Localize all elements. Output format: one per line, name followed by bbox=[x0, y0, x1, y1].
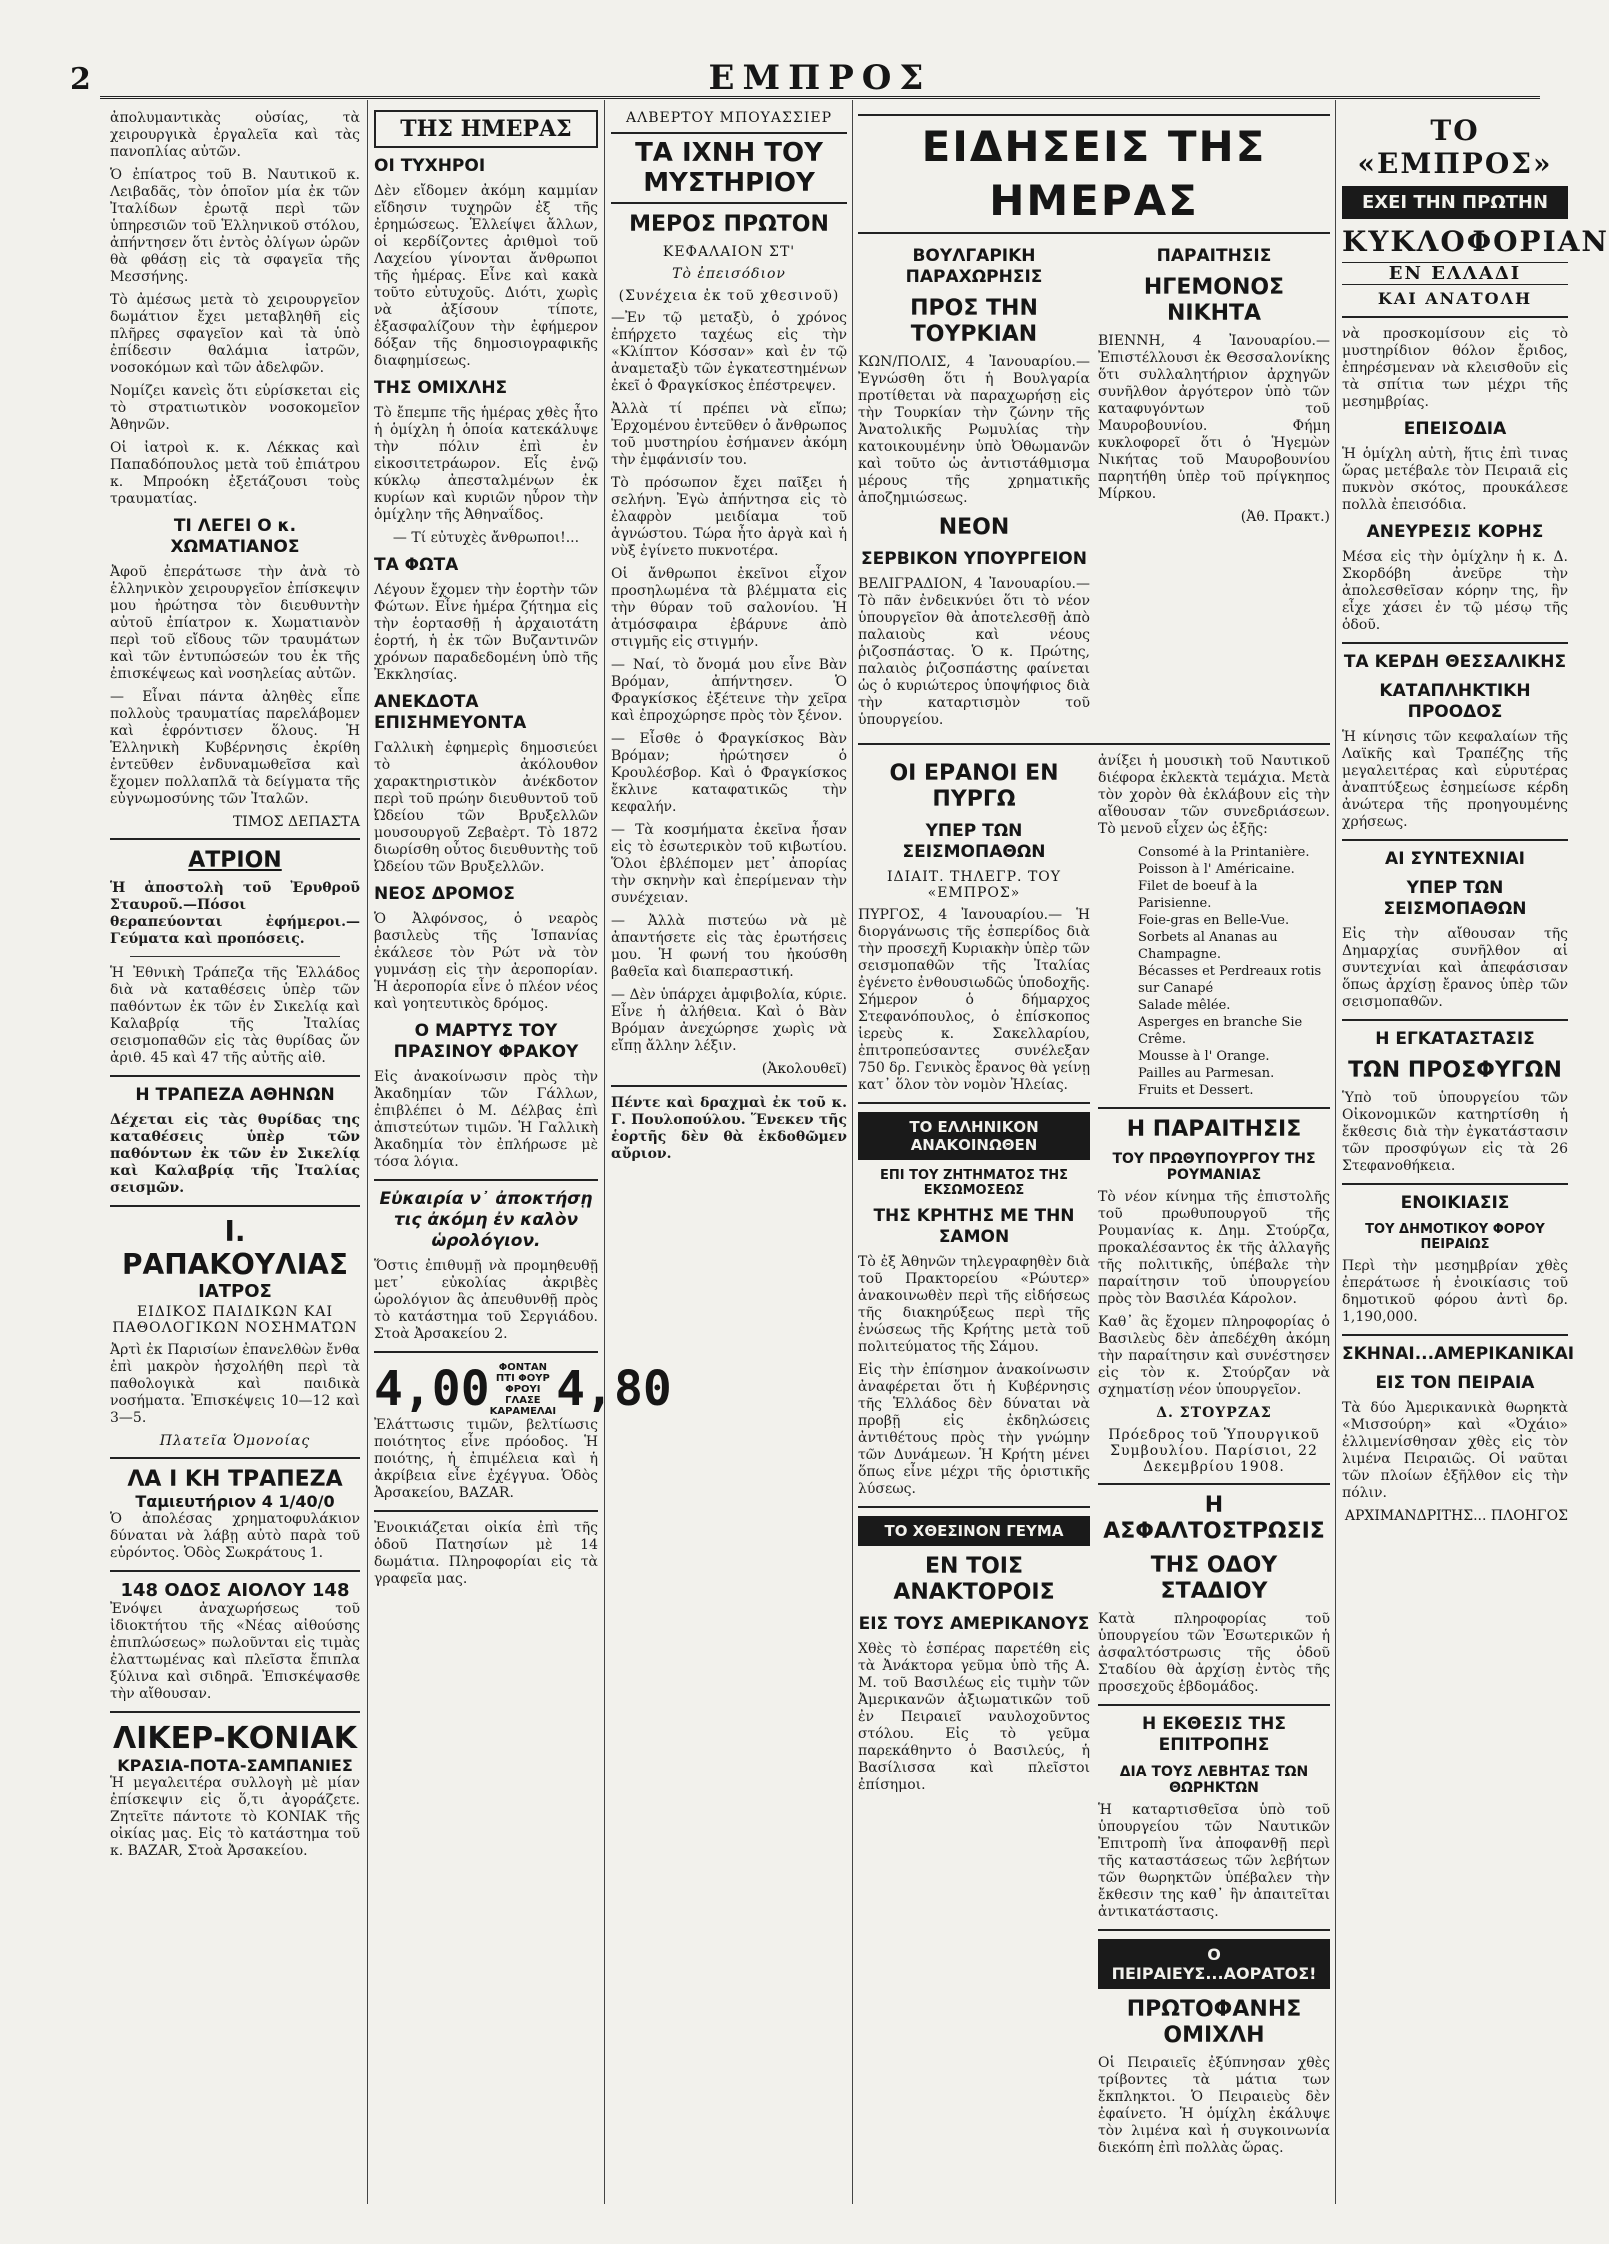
article-signature: Δ. ΣΤΟΥΡΖΑΣ bbox=[1156, 1405, 1272, 1421]
article-headline: ΕΙΣ ΤΟΥΣ ΑΜΕΡΙΚΑΝΟΥΣ bbox=[858, 1614, 1090, 1634]
doctor-ad-name: Ι. ΡΑΠΑΚΟΥΛΙΑΣ bbox=[122, 1215, 348, 1281]
news-column-right bbox=[1098, 238, 1330, 735]
article-paragraph: ΒΕΛΙΓΡΑΔΙΟΝ, 4 Ἰανουαρίου.— Τὸ πᾶν ἐνδεικνύει ὅτι τὸ νέον ὑπουργεῖον θὰ ἀποτελεσθῇ ἀπὸ παλαιοὺς καὶ νέους ῥιζοσπάστας. Ὁ κ. Πρώτης, παλαιὸς ῥιζοσπάστης φαίνεται ὡς ὁ κυριώτερος ὑποψήφιος διὰ τὴν καταρτισμὸν τοῦ ὑπουργείου. bbox=[858, 576, 1090, 728]
serial-subtitle: Τὸ ἐπεισόδιον bbox=[672, 266, 786, 282]
sweets-ad-items: ΦΟΝΤΑΝ ΠΤΙ ΦΟΥΡ ΦΡΟΥΙ ΓΛΑΣΕ ΚΑΡΑΜΕΛΑΙ bbox=[489, 1361, 557, 1417]
article-paragraph: Μέσα εἰς τὴν ὁμίχλην ἡ κ. Δ. Σκορδόβη ἀνεῦρε τὴν ἀπολεσθεῖσαν κόρην της, ἣν εἶχε χάσει ἐν τῷ μέσῳ τῆς ὁδοῦ. bbox=[1342, 549, 1568, 633]
article-quote: — Τί εὐτυχὲς ἄνθρωποι!... bbox=[392, 530, 580, 546]
ad-title: Η ΤΡΑΠΕΖΑ ΑΘΗΝΩΝ bbox=[135, 1085, 335, 1105]
article-headline: ΤΟ ΕΛΛΗΝΙΚΟΝ ΑΝΑΚΟΙΝΩΘΕΝ bbox=[858, 1112, 1090, 1160]
article-paragraph: Κατὰ πληροφορίας τοῦ ὑπουργείου τῶν Ἐσωτερικῶν ἡ ἀσφαλτόστρωσις τῆς ὁδοῦ Σταδίου θὰ ἀρχίσῃ ἐντὸς τῆς προσεχοῦς ἑβδομάδος. bbox=[1098, 1611, 1330, 1695]
liquor-ad-sub: ΚΡΑΣΙΑ-ΠΟΤΑ-ΣΑΜΠΑΝΙΕΣ bbox=[117, 1756, 353, 1775]
article-headline: Ο ΠΕΙΡΑΙΕΥΣ...ΑΟΡΑΤΟΣ! bbox=[1098, 1939, 1330, 1989]
article-paragraph: Ἡ καταρτισθεῖσα ὑπὸ τοῦ ὑπουργείου τῶν Ναυτικῶν Ἐπιτροπὴ ἵνα ἀποφανθῇ περὶ τῆς καταστάσεως τῶν λεβήτων τῶν θωρηκτῶν ὑπέβαλεν τὴν ἔκθεσιν της καθ᾽ ἣν ἀπαιτεῖται ἀντικατάστασις. bbox=[1098, 1802, 1330, 1920]
article-headline: ΔΙΑ ΤΟΥΣ ΛΕΒΗΤΑΣ ΤΩΝ ΘΩΡΗΚΤΩΝ bbox=[1119, 1764, 1309, 1796]
article-headline: ΣΚΗΝΑΙ...ΑΜΕΡΙΚΑΝΙΚΑΙ bbox=[1342, 1344, 1575, 1364]
serial-title: ΤΑ ΙΧΝΗ ΤΟΥ ΜΥΣΤΗΡΙΟΥ bbox=[611, 132, 847, 204]
article-headline: ΤΑ ΚΕΡΔΗ ΘΕΣΣΑΛΙΚΗΣ bbox=[1343, 652, 1567, 672]
newspaper-title: ΕΜΠΡΟΣ bbox=[708, 58, 932, 98]
ad-text: Ἡ ἀποστολὴ τοῦ Ἐρυθροῦ Σταυροῦ.—Πόσοι θεραπεύονται ἐφήμεροι.—Γεύματα καὶ προπόσεις. bbox=[110, 880, 360, 947]
divider bbox=[858, 743, 1330, 745]
divider bbox=[110, 1457, 360, 1459]
price-left: 4,00 bbox=[374, 1361, 490, 1417]
menu-item: Foie-gras en Belle-Vue. bbox=[1138, 913, 1290, 928]
sweets-ad bbox=[374, 1361, 672, 1417]
article-paragraph: Ὁ Ἀλφόνσος, ὁ νεαρὸς βασιλεὺς τῆς Ἱσπανίας ἐκάλεσε τὸν Ρώτ νὰ τὸν γυμνάσῃ εἰς τὴν ἀεροπορίαν. Ἡ ἀεροπορία εἶνε ὁ πλέον νέος καὶ γοητευτικὸς δρόμος. bbox=[374, 911, 598, 1012]
promo-line: ΚΥΚΛΟΦΟΡΙΑΝ bbox=[1342, 225, 1609, 258]
divider bbox=[374, 1351, 598, 1353]
ad-text: Δέχεται εἰς τὰς θυρίδας της καταθέσεις ὑπὲρ τῶν παθόντων ἐκ τῶν ἐν Σικελίᾳ καὶ Καλαβρίᾳ τῆς Ἰταλίας σεισμῶν. bbox=[110, 1112, 360, 1196]
article-paragraph: Τὸ ἀμέσως μετὰ τὸ χειρουργεῖον δωμάτιον ἔχει μεταβληθῆ εἰς πλῆρες σφαγεῖον καὶ τὰ ὑπὸ ἐπίδεσιν θαλάμια ἰατρῶν, νοσοκόμων καὶ τῶν ἀδελφῶν. bbox=[110, 292, 360, 376]
article-headline: ΒΟΥΛΓΑΡΙΚΗ ΠΑΡΑΧΩΡΗΣΙΣ bbox=[905, 246, 1043, 287]
article-paragraph: Περὶ τὴν μεσημβρίαν χθὲς ἐπεράτωσε ἡ ἐνοικίασις τοῦ δημοτικοῦ φόρου ἀντὶ δρ. 1,190,000. bbox=[1342, 1258, 1568, 1325]
article-headline: ΕΠΕΙΣΟΔΙΑ bbox=[1403, 419, 1507, 439]
news-section bbox=[858, 110, 1330, 2244]
ad-text: Ἡ Ἐθνικὴ Τράπεζα τῆς Ἑλλάδος διὰ νὰ καταθέσεις ὑπὲρ τῶν παθόντων ἐκ τῶν ἐν Σικελίᾳ καὶ Καλαβρίᾳ τῆς Ἰταλίας σεισμοπαθῶν εἰς τὰς θυρίδας ὤν ἀριθ. 45 καὶ 47 τῆς αὐτῆς αἰθ. bbox=[110, 965, 360, 1066]
article-signature: ΑΡΧΙΜΑΝΔΡΙΤΗΣ... ΠΛΟΗΓΟΣ bbox=[1344, 1508, 1568, 1524]
article-headline: ΠΑΡΑΙΤΗΣΙΣ bbox=[1156, 246, 1272, 266]
column-2 bbox=[374, 110, 672, 2244]
article-signature: ΤΙΜΟΣ ΔΕΠΑΣΤΑ bbox=[232, 814, 360, 830]
serial-paragraph: Τὸ πρόσωπον ἔχει παῖξει ἡ σελήνη. Ἐγὼ ἀπήντησα εἰς τὸ ἐλαφρὸν μειδίαμα τοῦ ἀγνώστου. Τώρα ἦτο ἀργὰ καὶ ἡ νὺξ ἐγίνετο πυκνοτέρα. bbox=[611, 475, 847, 559]
divider bbox=[1342, 1334, 1568, 1336]
article-paragraph: ΚΩΝ/ΠΟΛΙΣ, 4 Ἰανουαρίου.— Ἐγνώσθη ὅτι ἡ Βουλγαρία προτίθεται νὰ παραχωρήσῃ εἰς τὴν Τουρκίαν τὴν ζώνην τῆς Ἀνατολικῆς Ρωμυλίας τὴν κατοικουμένην ὑπὸ Ὀθωμανῶν καὶ τοῦτο ὡς ἀντιστάθμισμα μέρους τῆς χρηματικῆς ἀποζημιώσεως. bbox=[858, 354, 1090, 506]
article-paragraph: Εἰς ἀνακοίνωσιν πρὸς τὴν Ἀκαδημίαν τῶν Γάλλων, ἐπιβλέπει ὁ Μ. Δέλβας ἐπὶ ἀπιστεύτων τιμῶν. Ἡ Γαλλικὴ Ἀκαδημία τὸν ἐπλήρωσε μὲ τόσα λόγια. bbox=[374, 1069, 598, 1170]
article-headline: ΟΙ ΤΥΧΗΡΟΙ bbox=[374, 156, 486, 176]
divider bbox=[1098, 1483, 1330, 1485]
article-headline: ΟΙ ΕΡΑΝΟΙ ΕΝ ΠΥΡΓΩ bbox=[889, 761, 1059, 812]
divider bbox=[1098, 1704, 1330, 1706]
article-paragraph: Οἱ ἰατροὶ κ. κ. Λέκκας καὶ Παπαδόπουλος μετὰ τοῦ ἐπιάτρου κ. Μπροόκη ἐξετάζουσι τοὺς τραυματίας. bbox=[110, 440, 360, 507]
doctor-ad-address: Πλατεῖα Ὁμονοίας bbox=[159, 1433, 311, 1449]
article-paragraph: Τὸ ἔπεμπε τῆς ἡμέρας χθὲς ἦτο ἡ ὁμίχλη ἡ ὁποία κατεκάλυψε τὴν πόλιν ἐπὶ ἐν εἰκοσιτετράωρον. Εἷς ἐνῷ κύκλῳ ἀπεσταλμένων ἐκ κυρίων καὶ κυριῶν ηὗρον τὴν ὁμίχλην τῆς Ἀθηναΐδος. bbox=[374, 405, 598, 523]
article-headline: Η ΕΓΚΑΤΑΣΤΑΣΙΣ bbox=[1375, 1029, 1535, 1049]
article-paragraph: ΒΙΕΝΝΗ, 4 Ἰανουαρίου.—Ἐπιστέλλουσι ἐκ Θεσσαλονίκης ὅτι συλλαλητήριον ἀρχηγῶν συνῆλθον ἀργότερον ὑπὸ τῶν καταφυγόντων τοῦ Μαυροβουνίου. Φήμη κυκλοφορεῖ ὅτι ὁ Ἡγεμὼν Νικήτας τοῦ Μαυροβουνίου παρητήθη ὑπὲρ τοῦ πρίγκηπος Μίρκου. bbox=[1098, 333, 1330, 502]
menu-item: Filet de boeuf à la Parisienne. bbox=[1138, 879, 1258, 911]
bank-ad-text: Ὁ ἀπολέσας χρηματοφυλάκιον δύναται νὰ λάβῃ αὐτὸ παρὰ τοῦ εὑρόντος. Ὁδὸς Σωκράτους 1. bbox=[110, 1511, 360, 1561]
article-paragraph: Χθὲς τὸ ἑσπέρας παρετέθη εἰς τὰ Ἀνάκτορα γεῦμα ὑπὸ τῆς Α. Μ. τοῦ Βασιλέως εἰς τιμὴν τῶν Ἀμερικανῶν ἀξιωματικῶν τοῦ ἐν Πειραιεῖ ναυλοχοῦντος στόλου. Εἰς τὸ γεῦμα παρεκάθηντο ὁ Βασιλεύς, ἡ Βασίλισσα καὶ πλεῖστοι ἐπίσημοι. bbox=[858, 1641, 1090, 1793]
column-rule bbox=[367, 100, 368, 2204]
section-title: ΤΗΣ ΗΜΕΡΑΣ bbox=[374, 110, 598, 148]
divider bbox=[1098, 1107, 1330, 1109]
menu-item: Fruits et Dessert. bbox=[1138, 1083, 1254, 1098]
article-headline: ΑΝΕΚΔΟΤΑ ΕΠΙΣΗΜΕΥΟΝΤΑ bbox=[374, 692, 527, 733]
promo-line: ΕΝ ΕΛΛΑΔΙ bbox=[1342, 262, 1568, 285]
divider bbox=[858, 1102, 1090, 1104]
divider bbox=[1342, 839, 1568, 841]
article-headline: ΥΠΕΡ ΤΩΝ ΣΕΙΣΜΟΠΑΘΩΝ bbox=[1383, 878, 1527, 919]
column-3-serial bbox=[611, 110, 847, 2244]
article-paragraph: ΠΥΡΓΟΣ, 4 Ἰανουαρίου.— Ἡ διοργάνωσις τῆς ἑσπερίδος διὰ τὴν προσεχῆ Κυριακὴν ὑπὲρ τῶν σεισμοπαθῶν τῆς Ἰταλίας ἐγένετο ἐνθουσιωδῶς ὑποδοχῆς. Σήμερον ὁ δήμαρχος Στεφανόπουλος, ὁ ἐπίσκοπος ἱερεὺς κ. Σακελλαρίου, ἐπιτροπεύσαντες συνέλεξαν 750 δρ. Γενικὸς ἔρανος θὰ γείνῃ κατ᾽ ὅλον τὸν νομὸν Ἠλείας. bbox=[858, 907, 1090, 1093]
article-headline: Ο ΜΑΡΤΥΣ ΤΟΥ ΠΡΑΣΙΝΟΥ ΦΡΑΚΟΥ bbox=[393, 1021, 579, 1062]
article-paragraph: Ὑπὸ τοῦ ὑπουργείου τῶν Οἰκονομικῶν κατηρτίσθη ἡ ἔκθεσις διὰ τὴν ἐγκατάστασιν τῶν προσφύγων εἰς τὰ 26 Στεφανοθήκεια. bbox=[1342, 1090, 1568, 1174]
column-rule bbox=[604, 100, 605, 2204]
article-headline: ΤΗΣ ΚΡΗΤΗΣ ΜΕ ΤΗΝ ΣΑΜΟΝ bbox=[873, 1206, 1075, 1247]
article-source: (Ἀθ. Πρακτ.) bbox=[1240, 509, 1330, 525]
article-headline: ΤΗΣ ΟΜΙΧΛΗΣ bbox=[374, 378, 508, 398]
divider bbox=[1342, 1019, 1568, 1021]
article-headline: ΤΟΥ ΔΗΜΟΤΙΚΟΥ ΦΟΡΟΥ ΠΕΙΡΑΙΩΣ bbox=[1365, 1222, 1545, 1252]
masthead bbox=[100, 58, 1540, 99]
serial-author: ΑΛΒΕΡΤΟΥ ΜΠΟΥΑΣΣΙΕΡ bbox=[626, 110, 832, 126]
article-paragraph: Τὰ δύο Ἀμερικανικὰ θωρηκτὰ «Μισσούρη» καὶ «Ὀχάιο» ἐλλιμενίσθησαν χθὲς εἰς τὸν λιμένα Πειραιῶς. Οἱ ναῦται τῶν πλοίων ἐξῆλθον εἰς τὴν πόλιν. bbox=[1342, 1400, 1568, 1501]
article-headline: ΤΙ ΛΕΓΕΙ Ο κ. ΧΩΜΑΤΙΑΝΟΣ bbox=[170, 516, 300, 557]
liquor-ad-text: Ἡ μεγαλειτέρα συλλογὴ μὲ μίαν ἐπίσκεψιν εἰς ὅ,τι ἀγοράζετε. Ζητεῖτε πάντοτε τὸ ΚΟΝΙΑΚ τῆς οἰκίας μας. Εἰς τὸ κατάστημα τοῦ κ. BAZAR, Στοὰ Ἀρσακείου. bbox=[110, 1775, 360, 1859]
serial-paragraph: — Δὲν ὑπάρχει ἀμφιβολία, κύριε. Εἶνε ἡ ἀλήθεια. Καὶ ὁ Βὰν Βρόμαν ἀνεχώρησε χωρὶς νὰ εἴπῃ ἄλλην λέξιν. bbox=[611, 987, 847, 1054]
article-paragraph: ἀνίξει ἡ μουσικὴ τοῦ Ναυτικοῦ διέφορα ἑκλεκτὰ τεμάχια. Μετὰ τὸν χορὸν θὰ ἐκλάβουν εἰς τὴν αἴθουσαν τῶν συνεδριάσεων. Τὸ μενοῦ εἶχεν ὡς ἑξῆς: bbox=[1098, 753, 1330, 837]
doctor-ad-text: Ἀρτὶ ἐκ Παρισίων ἐπανελθὼν ἔνθα ἐπὶ μακρὸν ἠσχολήθη περὶ τὰ παθολογικὰ καὶ παιδικὰ νοσήματα. Ἐπισκέψεις 10—12 καὶ 3—5. bbox=[110, 1342, 360, 1426]
article-paragraph: Λέγουν ἔχομεν τὴν ἑορτὴν τῶν Φώτων. Εἶνε ἡμέρα ζήτημα εἰς τὴν ἑορτασθῇ ἡ ἀρχαιοτάτη ἑορτή, ἡ ἐκ τῶν Βυζαντινῶν χρόνων παραδεδομένη ὑπὸ τῆς Ἐκκλησίας. bbox=[374, 582, 598, 683]
menu-item: Asperges en branche Sie Crême. bbox=[1138, 1015, 1303, 1047]
article-paragraph: Τὸ νέον κίνημα τῆς ἐπιστολῆς τοῦ πρωθυπουργοῦ τῆς Ρουμανίας κ. Δημ. Στούρζα, προκαλέσαντος ἐκ τῆς ἀλλαγῆς τῆς πολιτικῆς, ὑπέβαλε τὴν παραίτησιν τοῦ ὑπουργείου πρὸς τὸν Βασιλέα Κάρολον. bbox=[1098, 1189, 1330, 1307]
sweets-ad-text: Ἐλάττωσις τιμῶν, βελτίωσις ποιότητος εἶνε πρόοδος. Ἡ ποιότης, ἡ ἐπιμέλεια καὶ ἡ ἀκρίβεια εἶνε ἐχέγγυα. Ὁδὸς Ἀρσακείου, BAZAR. bbox=[374, 1417, 598, 1501]
bank-ad-title: ΛΑ Ι ΚΗ ΤΡΑΠΕΖΑ bbox=[127, 1467, 343, 1492]
article-headline: ΤΟΥ ΠΡΩΘΥΠΟΥΡΓΟΥ ΤΗΣ ΡΟΥΜΑΝΙΑΣ bbox=[1112, 1151, 1316, 1183]
menu-item: Pailles au Parmesan. bbox=[1138, 1066, 1275, 1081]
liquor-ad-title: ΛΙΚΕΡ-ΚΟΝΙΑΚ bbox=[112, 1721, 358, 1756]
doctor-ad-specialty: ΕΙΔΙΚΟΣ ΠΑΙΔΙΚΩΝ ΚΑΙ ΠΑΘΟΛΟΓΙΚΩΝ ΝΟΣΗΜΑΤΩΝ bbox=[112, 1304, 358, 1336]
article-headline: ΕΝΟΙΚΙΑΣΙΣ bbox=[1400, 1193, 1510, 1213]
article-paragraph: Δὲν εἴδομεν ἀκόμη καμμίαν εἴδησιν τυχηρῶν ἐξ τῆς ἐρημώσεως. Ἑλλείψει ἄλλων, οἱ κερδίζοντες ἀριθμοὶ τοῦ Λαχείου γίνονται ἄνθρωποι τῆς ἡμέρας. Εἶνε καὶ κακὰ τοῦτο εὐτυχοῦς. Διότι, χωρὶς νὰ ἀξίσουν τίποτε, ἐξασφαλίζουν τὴν ἐφήμερον δόξαν τῆς δημοσιογραφικῆς διαφημίσεως. bbox=[374, 183, 598, 369]
article-paragraph: Γαλλικὴ ἐφημερὶς δημοσιεύει τὸ ἀκόλουθον χαρακτηριστικὸν ἀνέκδοτον περὶ τοῦ πρώην διευθυντοῦ τοῦ Ὠδείου τῶν Βρυξελλῶν μουσουργοῦ Ζεβαὲρτ. Τὸ 1872 διωρίσθη οὗτος διευθυντὴς τοῦ Ὠδείου τῶν Βρυξελλῶν. bbox=[374, 740, 598, 875]
classified-text: Ἐνοικιάζεται οἰκία ἐπὶ τῆς ὁδοῦ Πατησίων μὲ 14 δωμάτια. Πληροφορίαι εἰς τὰ γραφεῖα μας. bbox=[374, 1520, 598, 1587]
serial-to-be-continued: (Ἀκολουθεῖ) bbox=[761, 1061, 847, 1077]
divider bbox=[611, 1085, 847, 1087]
ad-title: Εὐκαιρία ν᾽ ἀποκτήσῃ τις ἀκόμη ἐν καλὸν ὡρολόγιον. bbox=[379, 1189, 593, 1251]
article-paragraph: Ἀφοῦ ἐπεράτωσε τὴν ἀνὰ τὸ ἑλληνικὸν χειρουργεῖον ἐπίσκεψιν μου ἠρώτησα τὸν διευθυντὴν αὐτοῦ ἐπίατρον κ. Χωματιανὸν περὶ τοῦ εἴδους τῶν τραυμάτων καὶ τῶν ἐντυπώσεών του ἐκ τῆς ἐπισκέψεως καὶ νοσηλείας αὐτῶν. bbox=[110, 564, 360, 682]
article-paragraph: Ἡ ὁμίχλη αὐτὴ, ἥτις ἐπὶ τινας ὥρας μετέβαλε τὸν Πειραιᾶ εἰς πυκνὸν σκότος, προυκάλεσε πολλὰ ἐπεισόδια. bbox=[1342, 446, 1568, 513]
column-1 bbox=[110, 110, 360, 2244]
news-banner: ΕΙΔΗΣΕΙΣ ΤΗΣ ΗΜΕΡΑΣ bbox=[858, 114, 1330, 234]
article-paragraph: Ὁ ἐπίατρος τοῦ Β. Ναυτικοῦ κ. Λειβαδᾶς, τὸν ὁποῖον μία ἐκ τῶν Ἰταλίδων ἐρωτᾷ περὶ τῶν ὑπηρεσιῶν τοῦ Ἑλληνικοῦ στόλου, ἀπήντησεν ὅτι ἐντὸς ὀλίγων ὡρῶν θὰ φθάσῃ εἰς τὰ σφαγεῖα τῆς Μεσσήνης. bbox=[110, 167, 360, 285]
article-signature-detail: Πρόεδρος τοῦ Ὑπουργικοῦ Συμβουλίου. Παρίσιοι, 22 Δεκεμβρίου 1908. bbox=[1108, 1427, 1320, 1475]
news-column-left bbox=[858, 753, 1090, 2163]
serial-paragraph: —Ἐν τῷ μεταξὺ, ὁ χρόνος ἐπήρχετο ταχέως εἰς τὴν «Κλίπτον Κόσσαν» καὶ ἐν τῷ ἀναμεταξὺ τῶν ἐγκατεστημένων ἐκεῖ ὁ Φραγκίσκος ἐπέστρεψεν. bbox=[611, 310, 847, 394]
column-rule bbox=[852, 100, 853, 2204]
menu-item: Salade mêlée. bbox=[1138, 998, 1231, 1013]
menu-item: Mousse à l' Orange. bbox=[1138, 1049, 1270, 1064]
doctor-ad-role: ΙΑΤΡΟΣ bbox=[198, 1281, 272, 1302]
serial-chapter: ΚΕΦΑΛΑΙΟΝ ΣΤ' bbox=[662, 244, 796, 260]
menu-item: Bécasses et Perdreaux rotis sur Canapé bbox=[1138, 964, 1322, 996]
divider bbox=[1342, 316, 1568, 318]
article-headline: ΤΟ ΧΘΕΣΙΝΟΝ ΓΕΥΜΑ bbox=[858, 1516, 1090, 1546]
article-headline: ΗΓΕΜΟΝΟΣ ΝΙΚΗΤΑ bbox=[1143, 275, 1285, 326]
divider bbox=[858, 1506, 1090, 1508]
article-headline: Η ΑΣΦΑΛΤΟΣΤΡΩΣΙΣ bbox=[1103, 1493, 1325, 1544]
article-paragraph: ἀπολυμαντικὰς οὐσίας, τὰ χειρουργικὰ ἐργαλεῖα καὶ τὰς πανοπλίας αὐτῶν. bbox=[110, 110, 360, 160]
article-headline: ΝΕΟΣ ΔΡΟΜΟΣ bbox=[374, 884, 515, 904]
article-headline: ΚΑΤΑΠΛΗΚΤΙΚΗ ΠΡΟΟΔΟΣ bbox=[1379, 681, 1531, 722]
news-column-left bbox=[858, 238, 1090, 735]
divider bbox=[110, 1075, 360, 1077]
news-column-right bbox=[1098, 753, 1330, 2163]
serial-paragraph: — Τὰ κοσμήματα ἐκεῖνα ἦσαν εἰς τὸ ἐσωτερικὸν τοῦ κιβωτίου. Ὅλοι ἐβλέπομεν μετ᾽ ἀπορίας τὴν σκηνὴν καὶ ἐπερίμεναν τὴν συνέχειαν. bbox=[611, 822, 847, 906]
serial-paragraph: — Ἀλλὰ πιστεύω νὰ μὲ ἀπαντήσετε εἰς τὰς ἐρωτήσεις μου. Ἡ φωνή του ἠκούσθη βαθεῖα καὶ διαπεραστική. bbox=[611, 913, 847, 980]
serial-part: ΜΕΡΟΣ ΠΡΩΤΟΝ bbox=[629, 212, 829, 237]
divider bbox=[130, 956, 340, 957]
article-paragraph: Καθ᾽ ἃς ἔχομεν πληροφορίας ὁ Βασιλεὺς δὲν ἀπεδέχθη ἀκόμη τὴν παραίτησιν καὶ συνέστησεν εἰς τὸν κ. Στούρζαν νὰ σχηματίσῃ νέον ὑπουργεῖον. bbox=[1098, 1314, 1330, 1398]
divider bbox=[110, 838, 360, 840]
divider bbox=[110, 1570, 360, 1572]
article-headline: ΠΡΟΣ ΤΗΝ ΤΟΥΡΚΙΑΝ bbox=[910, 296, 1038, 347]
promo-line: ΕΧΕΙ ΤΗΝ ΠΡΩΤΗΝ bbox=[1342, 186, 1568, 219]
promo-title: ΤΟ «ΕΜΠΡΟΣ» bbox=[1357, 114, 1553, 180]
article-kicker: ΙΔΙΑΙΤ. ΤΗΛΕΓΡ. ΤΟΥ «ΕΜΠΡΟΣ» bbox=[886, 869, 1062, 901]
article-headline: Η ΕΚΘΕΣΙΣ ΤΗΣ ΕΠΙΤΡΟΠΗΣ bbox=[1142, 1714, 1286, 1755]
bank-ad-sub: Ταμιευτήριον 4 1/40/0 bbox=[135, 1492, 335, 1511]
shop-ad-text: Ἐνόψει ἀναχωρήσεως τοῦ ἰδιοκτήτου τῆς «Νέας αἰθούσης ἐπιπλώσεως» πωλοῦνται εἰς τιμὰς ἐλαττωμένας καὶ πλεῖστα ἔπιπλα ξύλινα καὶ σιδηρᾶ. Ἐπισκέψασθε τὴν αἴθουσαν. bbox=[110, 1601, 360, 1702]
serial-paragraph: — Εἶσθε ὁ Φραγκίσκος Βὰν Βρόμαν; ἠρώτησεν ὁ Κρουλέσβορ. Καὶ ὁ Φραγκίσκος ἔκλινε καταφατικῶς τὴν κεφαλήν. bbox=[611, 731, 847, 815]
price-right: 4,80 bbox=[556, 1361, 672, 1417]
article-headline: ΣΕΡΒΙΚΟΝ ΥΠΟΥΡΓΕΙΟΝ bbox=[861, 549, 1087, 569]
article-headline: ΤΗΣ ΟΔΟΥ ΣΤΑΔΙΟΥ bbox=[1150, 1553, 1278, 1604]
article-paragraph: Τὸ ἐξ Ἀθηνῶν τηλεγραφηθὲν διὰ τοῦ Πρακτορείου «Ρώυτερ» ἀνακοινωθὲν περὶ τῆς εἰδήσεως τῆς διακηρύξεως περὶ τῆς ἐνώσεως τῆς Κρήτης μετὰ τοῦ πολιτεύματος τῆς Σάμου. bbox=[858, 1254, 1090, 1355]
article-headline: ΑΝΕΥΡΕΣΙΣ ΚΟΡΗΣ bbox=[1366, 522, 1544, 542]
article-paragraph: Νομίζει κανεὶς ὅτι εὑρίσκεται εἰς τὸ στρατιωτικὸν νοσοκομεῖον Ἀθηνῶν. bbox=[110, 383, 360, 433]
divider bbox=[1342, 1183, 1568, 1185]
article-headline: ΤΩΝ ΠΡΟΣΦΥΓΩΝ bbox=[1348, 1058, 1562, 1083]
article-paragraph: Εἰς τὴν αἴθουσαν τῆς Δημαρχίας συνῆλθον αἱ συντεχνίαι καὶ ἀπεφάσισαν ὅπως ἀρχίσῃ ἔρανος ὑπὲρ τῶν σεισμοπαθῶν. bbox=[1342, 926, 1568, 1010]
ad-title: ΑΤΡΙΟΝ bbox=[188, 848, 282, 873]
page-number: 2 bbox=[70, 62, 91, 97]
article-paragraph: — Εἶναι πάντα ἀληθὲς εἶπε πολλοὺς τραυματίας παρελάβομεν καὶ ἐφρόντισεν ὅλους. Ἡ Ἑλληνικὴ Κυβέρνησις ἐκρίθη ἐντεῦθεν ἐνδυναμωθεῖσα καὶ ἔχομεν πολλαπλᾶ τὰ δείγματα τῆς εὐγνωμοσύνης τῶν Ἰταλῶν. bbox=[110, 689, 360, 807]
menu-item: Sorbets al Ananas au Champagne. bbox=[1138, 930, 1278, 962]
article-headline: ΥΠΕΡ ΤΩΝ ΣΕΙΣΜΟΠΑΘΩΝ bbox=[902, 821, 1046, 862]
serial-paragraph: — Ναί, τὸ ὄνομά μου εἶνε Βὰν Βρόμαν, ἀπήντησεν. Ὁ Φραγκίσκος ἐξέτεινε τὴν χεῖρα καὶ ἐπροχώρησε πρὸς τὸν ξένον. bbox=[611, 657, 847, 724]
news-two-columns bbox=[858, 238, 1330, 735]
article-headline: ΑΙ ΣΥΝΤΕΧΝΙΑΙ bbox=[1385, 849, 1525, 869]
column-6 bbox=[1342, 110, 1609, 2244]
article-headline: ΝΕΟΝ bbox=[938, 515, 1010, 540]
news-two-columns bbox=[858, 753, 1330, 2163]
ad-text: Ὅστις ἐπιθυμῇ νὰ προμηθευθῇ μετ᾽ εὐκολίας ἀκριβὲς ὡρολόγιον ἃς ἀπευθυνθῇ πρὸς τὸ κατάστημα τοῦ Σεργιάδου. Στοὰ Ἀρσακείου 2. bbox=[374, 1258, 598, 1342]
article-headline: ΠΡΩΤΟΦΑΝΗΣ ΟΜΙΧΛΗ bbox=[1126, 1997, 1302, 2048]
menu-item: Poisson à l' Américaine. bbox=[1138, 862, 1295, 877]
notice-text: Πέντε καὶ δραχμαὶ ἐκ τοῦ κ. Γ. Πουλοπούλου. Ἕνεκεν τῆς ἑορτῆς δὲν θὰ ἐκδοθῶμεν αὔριον. bbox=[611, 1095, 847, 1162]
divider bbox=[374, 1179, 598, 1181]
article-headline: Η ΠΑΡΑΙΤΗΣΙΣ bbox=[1126, 1117, 1302, 1142]
article-headline: ΕΠΙ ΤΟΥ ΖΗΤΗΜΑΤΟΣ ΤΗΣ ΕΚΣΩΜΟΣΕΩΣ bbox=[880, 1168, 1068, 1198]
divider bbox=[374, 1510, 598, 1512]
divider bbox=[110, 1205, 360, 1207]
menu-item: Consomé à la Printanière. bbox=[1138, 845, 1310, 860]
article-paragraph: Εἰς τὴν ἐπίσημον ἀνακοίνωσιν ἀναφέρεται ὅτι ἡ Κυβέρνησις τῆς Ἑλλάδος δὲν δύναται νὰ προβῇ εἰς ἐκδηλώσεις ἀντιθέτους πρὸς τὴν γνώμην τῶν Δυνάμεων. Ἡ Κρήτη μένει ὅπως εἶνε μέχρι τῆς ὁριστικῆς λύσεως. bbox=[858, 1362, 1090, 1497]
promo-line: ΚΑΙ ΑΝΑΤΟΛΗ bbox=[1377, 289, 1533, 308]
shop-ad-title: 148 ΟΔΟΣ ΑΙΟΛΟΥ 148 bbox=[120, 1580, 350, 1601]
banquet-menu bbox=[1098, 844, 1330, 1099]
article-paragraph: νὰ προσκομίσουν εἰς τὸ μυστηρίδιον θόλον ἔριδος, ἐπηρέσμεναν νὰ κλεισθοῦν εἰς τὰ σπίτια των μέχρι τῆς μεσημβρίας. bbox=[1342, 326, 1568, 410]
divider bbox=[1098, 1929, 1330, 1931]
article-paragraph: Ἡ κίνησις τῶν κεφαλαίων τῆς Λαϊκῆς καὶ Τραπέζης τῆς μεγαλειτέρας καὶ εὐρυτέρας ἀναπτύξεως ἐσημείωσε κέρδη ἀνώτερα τῆς προηγουμένης χρήσεως. bbox=[1342, 729, 1568, 830]
article-headline: ΕΝ ΤΟΙΣ ΑΝΑΚΤΟΡΟΙΣ bbox=[893, 1554, 1055, 1605]
serial-paragraph: Ἀλλὰ τί πρέπει νὰ εἴπω; Ἐρχομένου ἐντεῦθεν ὁ ἄνθρωπος τοῦ μυστηρίου ἐσήμανεν ἀκόμη τὴν ἐμφάνισίν του. bbox=[611, 401, 847, 468]
divider bbox=[110, 1711, 360, 1713]
article-headline: ΤΑ ΦΩΤΑ bbox=[374, 555, 459, 575]
column-rule bbox=[1335, 100, 1336, 2204]
article-headline: ΕΙΣ ΤΟΝ ΠΕΙΡΑΙΑ bbox=[1375, 1373, 1535, 1393]
serial-continuation: (Συνέχεια ἐκ τοῦ χθεσινοῦ) bbox=[618, 288, 840, 304]
divider bbox=[1342, 642, 1568, 644]
serial-paragraph: Οἱ ἄνθρωποι ἐκεῖνοι εἶχον προσηλωμένα τὰ βλέμματα εἰς τὴν θύραν τοῦ σαλονίου. Ἡ ἀτμόσφαιρα ἐβάρυνε ἀπὸ στιγμῆς εἰς στιγμήν. bbox=[611, 566, 847, 650]
article-paragraph: Οἱ Πειραιεῖς ἐξύπνησαν χθὲς τρίβοντες τὰ μάτια των ἔκπληκτοι. Ὁ Πειραιεὺς δὲν ἐφαίνετο. Ἡ ὁμίχλη ἐκάλυψε τὸν λιμένα καὶ ἡ συγκοινωνία διεκόπη ἐπὶ πολλὰς ὥρας. bbox=[1098, 2055, 1330, 2156]
